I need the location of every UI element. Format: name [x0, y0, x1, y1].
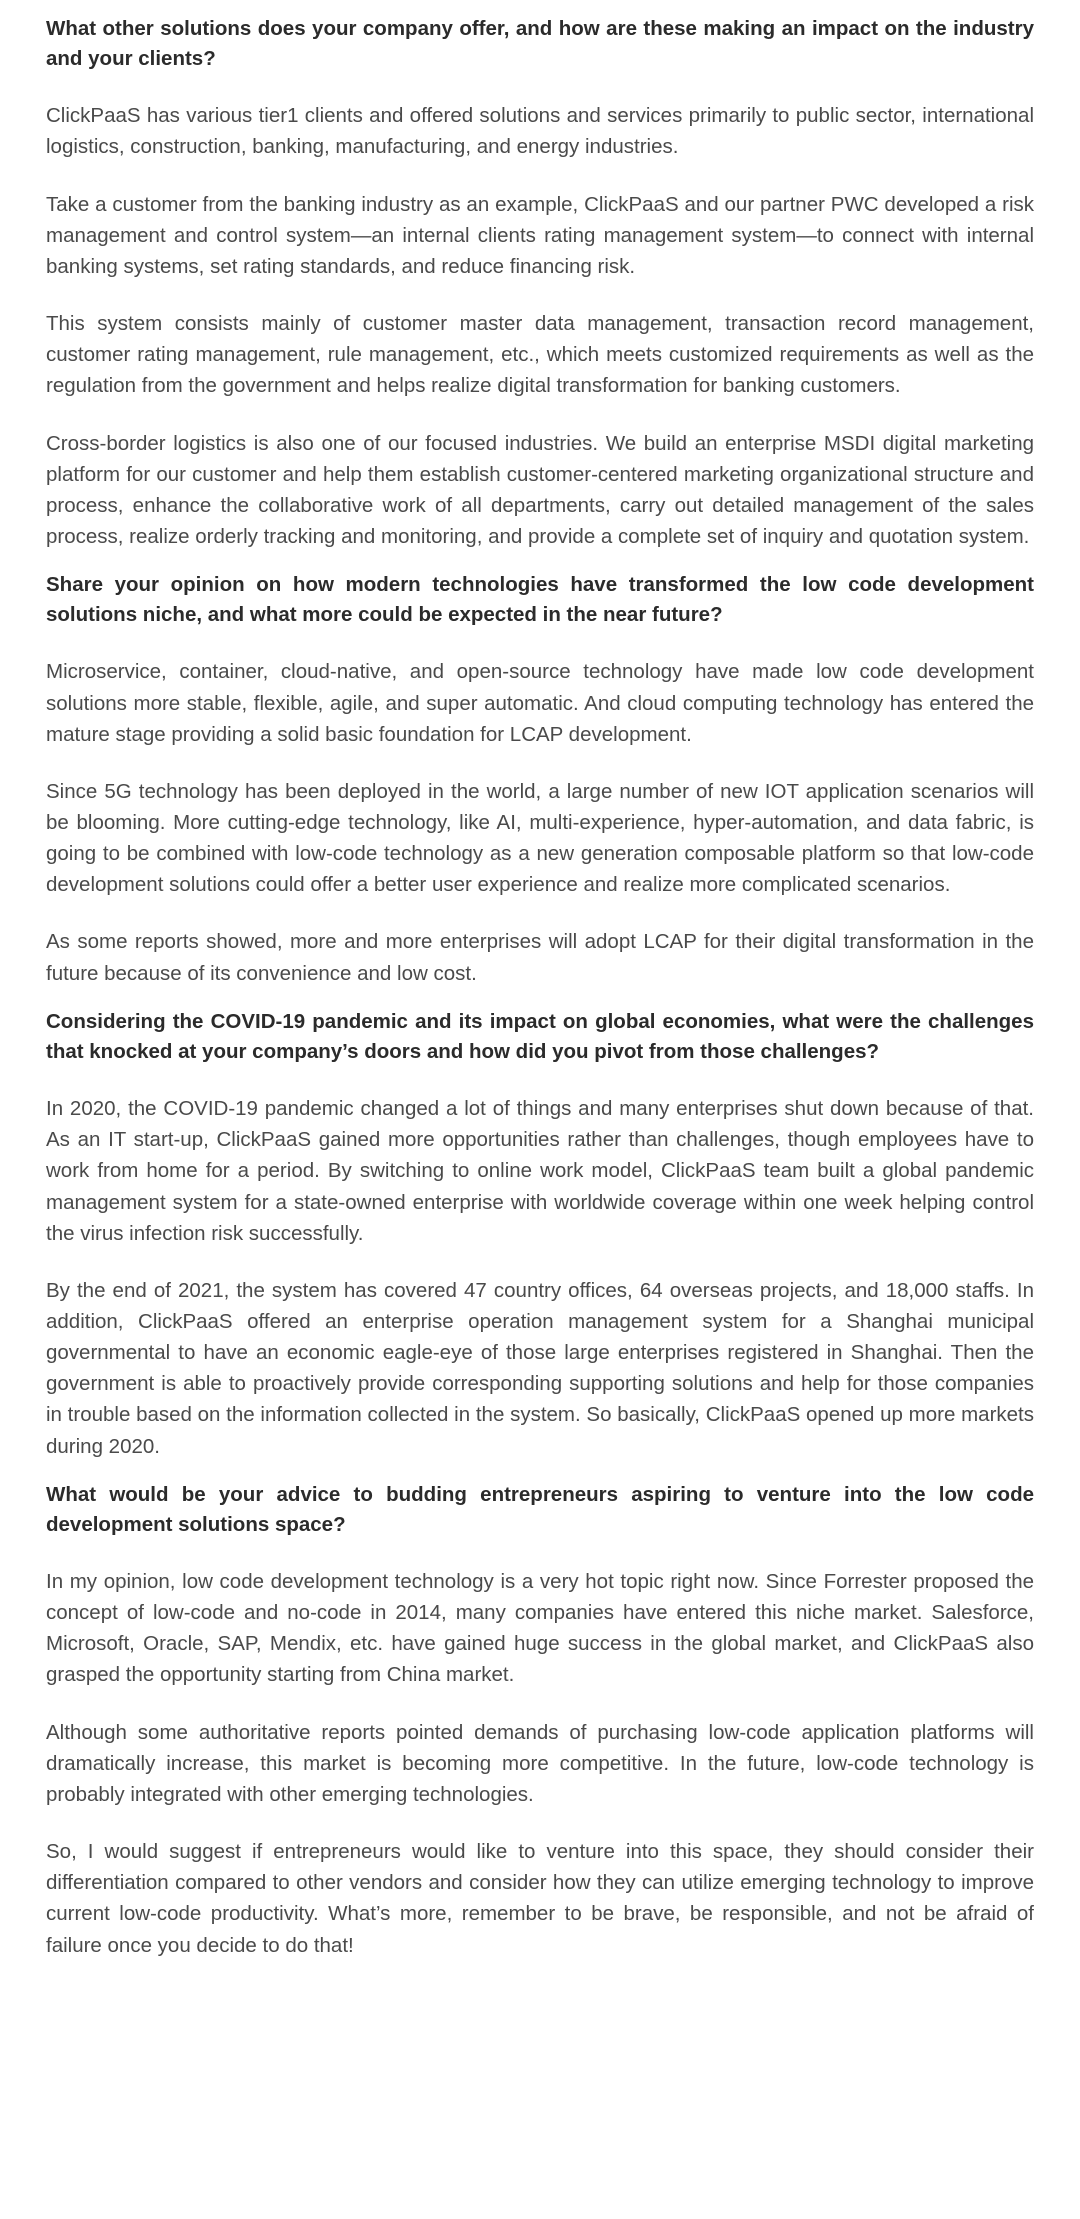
- answer-paragraph: In my opinion, low code development technology is a very hot topic right now. Since Forrester proposed the concept of low-code and no-code in 2014, many companies have entered this niche market. Salesforce, Microsoft, Oracle, SAP, Mendix, etc. have gained huge success in the global market, and ClickPaaS also grasped the opportunity starting from China market.: [46, 1570, 1034, 1687]
- qa-block: [46, 1480, 1034, 1961]
- answer-paragraph: As some reports showed, more and more enterprises will adopt LCAP for their digital transformation in the future because of its convenience and low cost.: [46, 930, 1034, 985]
- question-heading: Share your opinion on how modern technologies have transformed the low code development solutions niche, and what more could be expected in the near future?: [46, 573, 1034, 627]
- answer-paragraph: Although some authoritative reports pointed demands of purchasing low-code application platforms will dramatically increase, this market is becoming more competitive. In the future, low-code technology is probably integrated with other emerging technologies.: [46, 1720, 1034, 1806]
- section-spacer: [46, 989, 1034, 1007]
- answer-paragraph: Cross-border logistics is also one of our focused industries. We build an enterprise MSDI digital marketing platform for our customer and help them establish customer-centered marketing organizational structure and process, enhance the collaborative work of all departments, carry out detailed management of the sales process, realize orderly tracking and monitoring, and provide a complete set of inquiry and quotation system.: [46, 431, 1034, 548]
- answer-paragraph: So, I would suggest if entrepreneurs would like to venture into this space, they should consider their differentiation compared to other vendors and consider how they can utilize emerging technology to improve current low-code productivity. What’s more, remember to be brave, be responsible, and not be afraid of failure once you decide to do that!: [46, 1840, 1034, 1957]
- answer-paragraph: Since 5G technology has been deployed in the world, a large number of new IOT application scenarios will be blooming. More cutting-edge technology, like AI, multi-experience, hyper-automation, and data fabric, is going to be combined with low-code technology as a new generation composable platform so that low-code development solutions could offer a better user experience and realize more complicated scenarios.: [46, 779, 1034, 897]
- answer-paragraph: Microservice, container, cloud-native, and open-source technology have made low code development solutions more stable, flexible, agile, and super automatic. And cloud computing technology has entered the mature stage providing a solid basic foundation for LCAP development.: [46, 660, 1034, 746]
- answer-paragraph: Take a customer from the banking industry as an example, ClickPaaS and our partner PWC developed a risk management and control system—an internal clients rating management system—to connect with internal banking systems, set rating standards, and reduce financing risk.: [46, 192, 1034, 278]
- question-heading: Considering the COVID-19 pandemic and its impact on global economies, what were the challenges that knocked at your company’s doors and how did you pivot from those challenges?: [46, 1009, 1034, 1063]
- section-spacer: [46, 552, 1034, 570]
- answer-paragraph: ClickPaaS has various tier1 clients and offered solutions and services primarily to public sector, international logistics, construction, banking, manufacturing, and energy industries.: [46, 104, 1034, 159]
- qa-block: [46, 1007, 1034, 1462]
- qa-block: [46, 14, 1034, 552]
- answer-paragraph: This system consists mainly of customer master data management, transaction record management, customer rating management, rule management, etc., which meets customized requirements as well as the regulation from the government and helps realize digital transformation for banking customers.: [46, 312, 1034, 398]
- question-heading: What other solutions does your company offer, and how are these making an impact on the industry and your clients?: [46, 17, 1034, 71]
- qa-block: [46, 570, 1034, 989]
- section-spacer: [46, 1462, 1034, 1480]
- answer-paragraph: By the end of 2021, the system has covered 47 country offices, 64 overseas projects, and 18,000 staffs. In addition, ClickPaaS offered an enterprise operation management system for a Shanghai municipal governmental to have an economic eagle-eye of those large enterprises registered in Shanghai. Then the government is able to proactively provide corresponding supporting solutions and help for those companies in trouble based on the information collected in the system. So basically, ClickPaaS opened up more markets during 2020.: [46, 1278, 1034, 1458]
- question-heading: What would be your advice to budding entrepreneurs aspiring to venture into the low code development solutions space?: [46, 1482, 1034, 1536]
- answer-paragraph: In 2020, the COVID-19 pandemic changed a lot of things and many enterprises shut down because of that. As an IT start-up, ClickPaaS gained more opportunities rather than challenges, though employees have to work from home for a period. By switching to online work model, ClickPaaS team built a global pandemic management system for a state-owned enterprise with worldwide coverage within one week helping control the virus infection risk successfully.: [46, 1097, 1034, 1245]
